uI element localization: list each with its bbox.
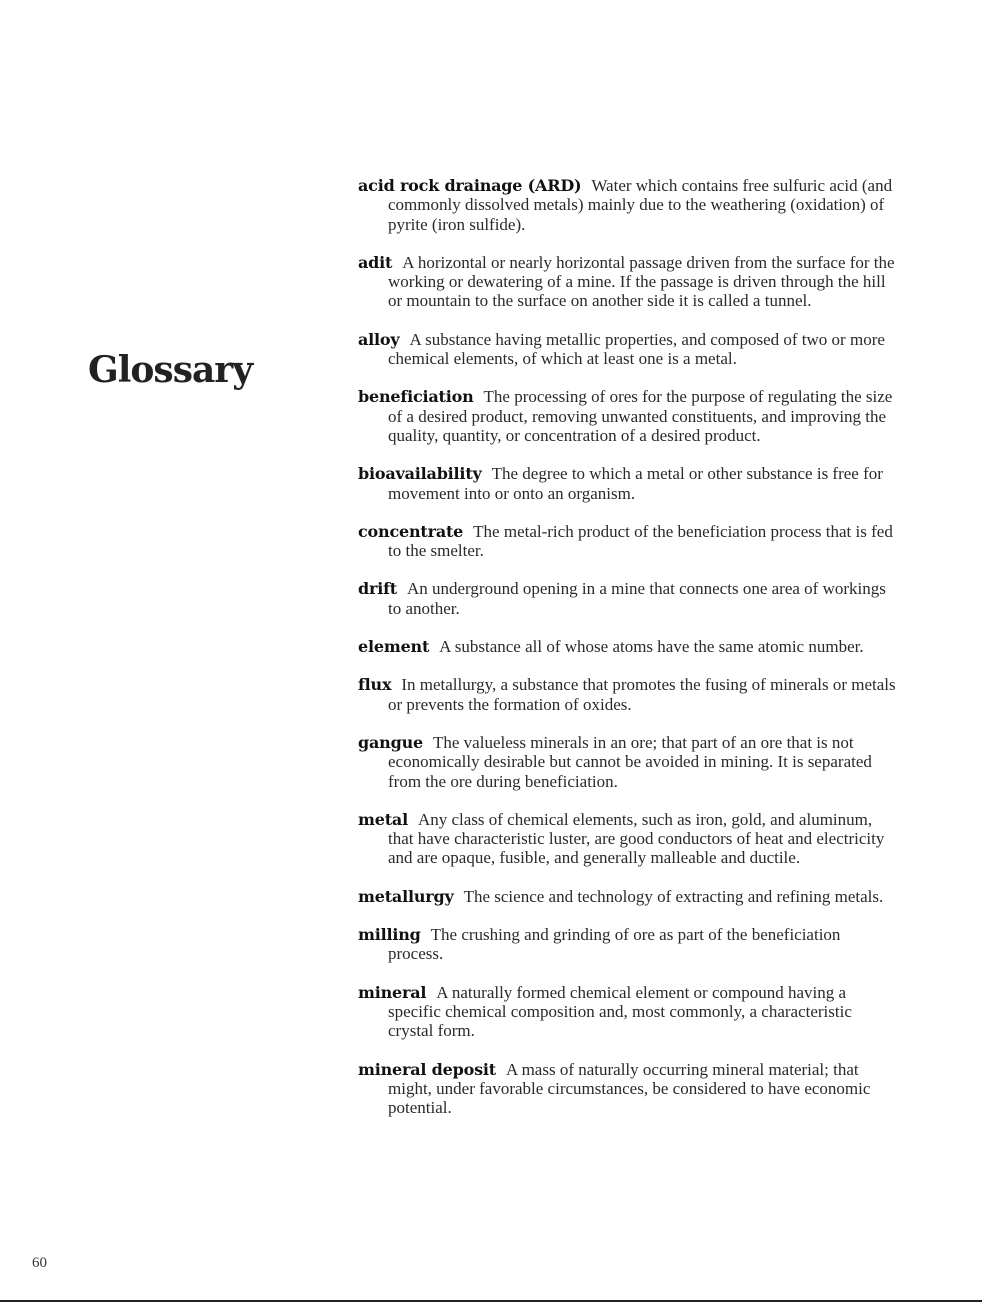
- glossary-definition: The metal-rich product of the beneficiation process that is fed to the smelter.: [388, 521, 893, 561]
- bottom-rule: [0, 1300, 982, 1302]
- glossary-entry-concentrate: [358, 522, 898, 561]
- glossary-entry-adit: [358, 253, 898, 311]
- glossary-definition: The valueless minerals in an ore; that part of an ore that is not economically desirable but cannot be avoided in mining. It is separated from the ore during beneficiation.: [388, 732, 872, 791]
- glossary-term: alloy: [358, 329, 400, 349]
- glossary-entry-mineral: [358, 983, 898, 1041]
- glossary-entry-gangue: [358, 733, 898, 791]
- glossary-definition: The science and technology of extracting and refining metals.: [463, 886, 884, 906]
- glossary-term: mineral: [358, 982, 427, 1002]
- glossary-entry-element: [358, 637, 898, 656]
- glossary-entry-mineral-deposit: [358, 1060, 898, 1118]
- glossary-entry-alloy: [358, 330, 898, 369]
- glossary-definition: The crushing and grinding of ore as part of the beneficiation process.: [388, 925, 841, 964]
- glossary-definition: The processing of ores for the purpose of regulating the size of a desired product, removing unwanted constituents, and improving the quality, quantity, or concentration of a desired product.: [388, 387, 893, 445]
- glossary-term: acid rock drainage (ARD): [358, 176, 582, 195]
- glossary-definition: A substance all of whose atoms have the same atomic number.: [439, 637, 864, 657]
- glossary-entry-metallurgy: [358, 887, 898, 906]
- glossary-term: drift: [358, 579, 397, 599]
- glossary-list: [358, 176, 898, 1136]
- glossary-term: metallurgy: [358, 886, 454, 906]
- page-title: Glossary: [88, 349, 253, 391]
- glossary-definition: A substance having metallic properties, and composed of two or more chemical elements, of which at least one is a metal.: [388, 329, 885, 369]
- glossary-definition: In metallurgy, a substance that promotes the fusing of minerals or metals or prevents the formation of oxides.: [388, 675, 896, 714]
- glossary-definition: An underground opening in a mine that connects one area of workings to another.: [388, 579, 886, 618]
- glossary-entry-bioavailability: [358, 464, 898, 503]
- glossary-term: flux: [358, 675, 392, 695]
- glossary-definition: A naturally formed chemical element or compound having a specific chemical composition and, most commonly, a characteristic crystal form.: [388, 982, 852, 1041]
- glossary-entry-flux: [358, 675, 898, 714]
- glossary-definition: Water which contains free sulfuric acid (and commonly dissolved metals) mainly due to the weathering (oxidation) of pyrite (iron sulfide).: [388, 176, 893, 234]
- glossary-term: beneficiation: [358, 387, 474, 407]
- glossary-term: gangue: [358, 732, 423, 752]
- glossary-term: concentrate: [358, 521, 464, 541]
- page-number: 60: [32, 1255, 47, 1271]
- glossary-definition: The degree to which a metal or other substance is free for movement into or onto an organism.: [388, 464, 883, 503]
- glossary-entry-milling: [358, 925, 898, 964]
- glossary-entry-acid-rock-drainage: [358, 176, 898, 234]
- glossary-term: metal: [358, 809, 408, 829]
- glossary-term: element: [358, 637, 430, 657]
- glossary-term: adit: [358, 252, 393, 272]
- glossary-definition: A mass of naturally occurring mineral material; that might, under favorable circumstances, be considered to have economic potential.: [388, 1059, 871, 1118]
- glossary-entry-drift: [358, 579, 898, 618]
- glossary-definition: A horizontal or nearly horizontal passage driven from the surface for the working or dewatering of a mine. If the passage is driven through the hill or mountain to the surface on another side it is called a tunnel.: [388, 252, 895, 311]
- glossary-term: mineral deposit: [358, 1059, 496, 1079]
- glossary-entry-beneficiation: [358, 387, 898, 445]
- glossary-term: milling: [358, 925, 421, 945]
- glossary-term: bioavailability: [358, 464, 482, 484]
- glossary-entry-metal: [358, 810, 898, 868]
- glossary-definition: Any class of chemical elements, such as iron, gold, and aluminum, that have characteristic luster, are good conductors of heat and electricity and are opaque, fusible, and generally malleable and ductile.: [388, 809, 885, 868]
